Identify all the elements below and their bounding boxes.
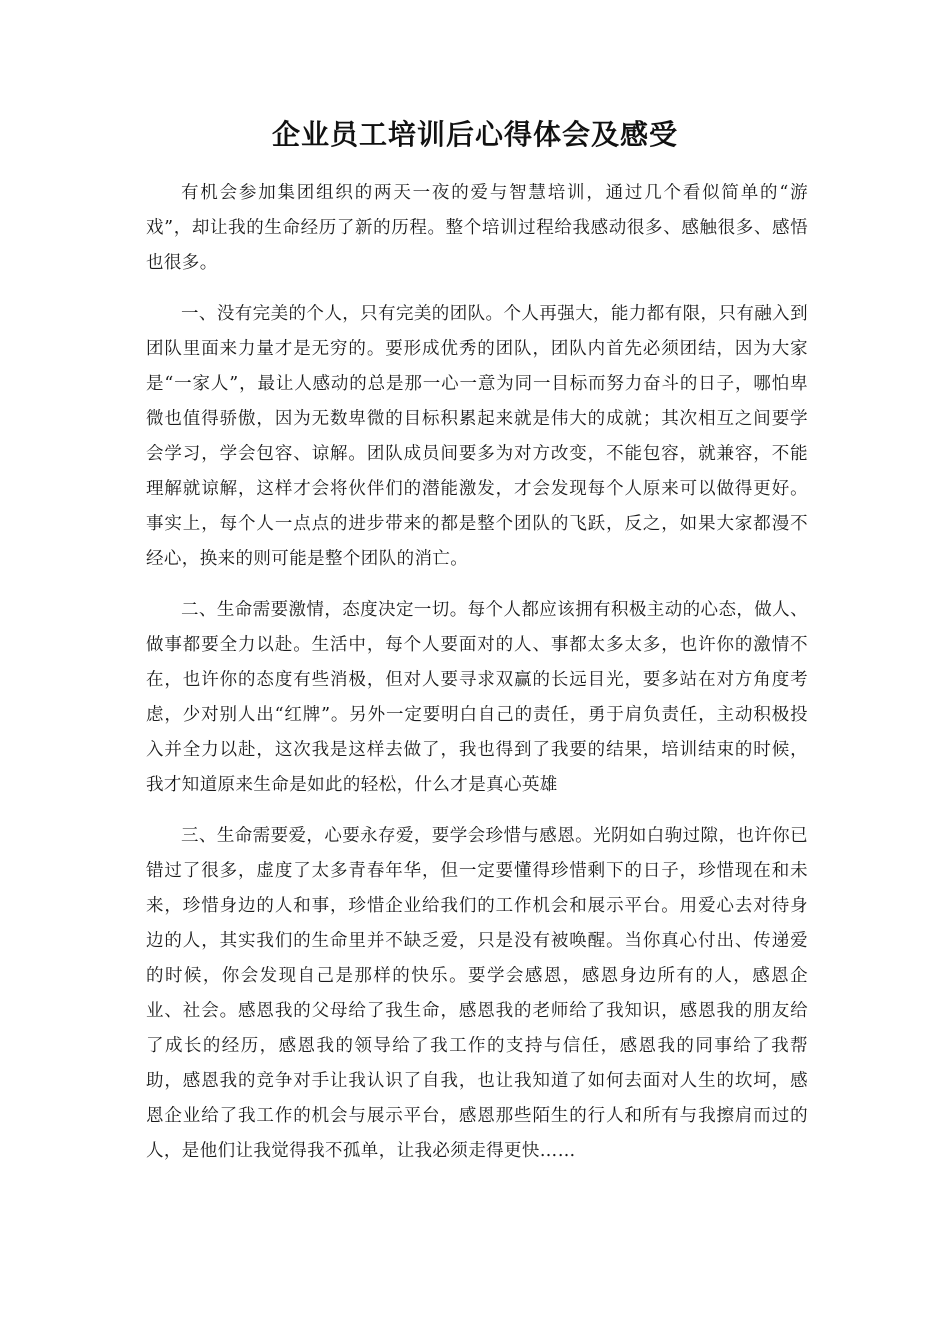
document-title: 企业员工培训后心得体会及感受 (271, 118, 678, 151)
section-two-paragraph: 二、生命需要激情，态度决定一切。每个人都应该拥有积极主动的心态，做人、做事都要全力以赴。生活中，每个人要面对的人、事都太多太多，也许你的激情不在，也许你的态度有些消极，但对人要寻求双赢的长远目光，要多站在对方角度考虑，少对别人出“红牌”。另外一定要明白自己的责任，勇于肩负责任，主动积极投入并全力以赴，这次我是这样去做了，我也得到了我要的结果，培训结束的时候，我才知道原来生命是如此的轻松，什么才是真心英雄 (146, 600, 808, 795)
intro-paragraph: 有机会参加集团组织的两天一夜的爱与智慧培训，通过几个看似简单的“游戏”，却让我的生命经历了新的历程。整个培训过程给我感动很多、感触很多、感悟也很多。 (146, 183, 808, 273)
section-three-paragraph: 三、生命需要爱，心要永存爱，要学会珍惜与感恩。光阴如白驹过隙，也许你已错过了很多，虚度了太多青春年华，但一定要懂得珍惜剩下的日子，珍惜现在和未来，珍惜身边的人和事，珍惜企业给我们的工作机会和展示平台。用爱心去对待身边的人，其实我们的生命里并不缺乏爱，只是没有被唤醒。当你真心付出、传递爱的时候，你会发现自己是那样的快乐。要学会感恩，感恩身边所有的人，感恩企业、社会。感恩我的父母给了我生命，感恩我的老师给了我知识，感恩我的朋友给了成长的经历，感恩我的领导给了我工作的支持与信任，感恩我的同事给了我帮助，感恩我的竞争对手让我认识了自我，也让我知道了如何去面对人生的坎坷，感恩企业给了我工作的机会与展示平台，感恩那些陌生的行人和所有与我擦肩而过的人，是他们让我觉得我不孤单，让我必须走得更快…… (146, 826, 808, 1161)
section-one-paragraph: 一、没有完美的个人，只有完美的团队。个人再强大，能力都有限，只有融入到团队里面来力量才是无穷的。要形成优秀的团队，团队内首先必须团结，因为大家是“一家人”，最让人感动的总是那一心一意为同一目标而努力奋斗的日子，哪怕卑微也值得骄傲，因为无数卑微的目标积累起来就是伟大的成就；其次相互之间要学会学习，学会包容、谅解。团队成员间要多为对方改变，不能包容，就兼容，不能理解就谅解，这样才会将伙伴们的潜能激发，才会发现每个人原来可以做得更好。事实上，每个人一点点的进步带来的都是整个团队的飞跃，反之，如果大家都漫不经心，换来的则可能是整个团队的消亡。 (146, 304, 808, 569)
document-body (146, 176, 808, 1185)
